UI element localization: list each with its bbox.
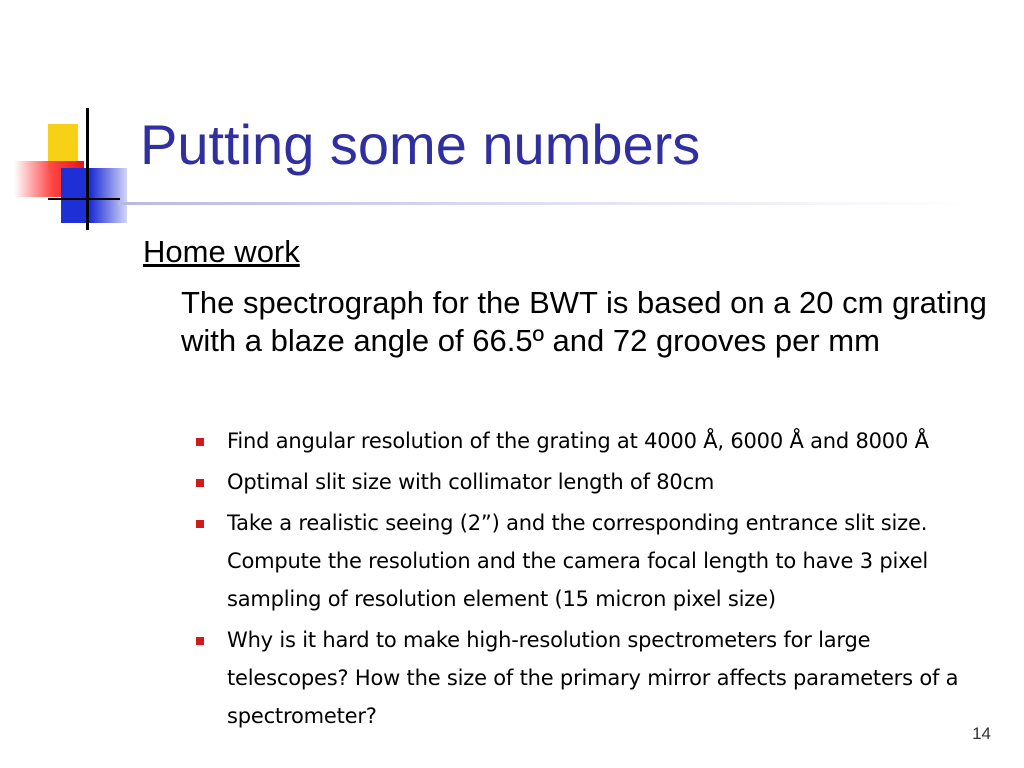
bullet-text: Take a realistic seeing (2”) and the corresponding entrance slit size. Compute the resolution and the camera focal length to have 3 pixel sampling of resolution element (15 micron pixel size) — [227, 511, 929, 611]
logo-blue-square — [61, 168, 127, 223]
list-item — [196, 422, 996, 460]
bullet-list — [196, 422, 996, 735]
bullet-text: Why is it hard to make high-resolution spectrometers for large telescopes? How the size of the primary mirror affects parameters of a spectrometer? — [227, 628, 959, 728]
bullet-text: Optimal slit size with collimator length of 80cm — [227, 470, 715, 494]
bullet-marker-icon — [196, 438, 204, 446]
intro-paragraph: The spectrograph for the BWT is based on a 20 cm grating with a blaze angle of 66.5º and 72 grooves per mm — [181, 285, 987, 358]
list-item — [196, 504, 996, 618]
logo-vertical-line — [86, 108, 89, 230]
bullet-marker-icon — [196, 520, 204, 528]
list-item — [196, 621, 996, 735]
title-underline-rule — [118, 202, 968, 205]
bullet-marker-icon — [196, 479, 204, 487]
subheading: Home work — [143, 234, 300, 269]
list-item — [196, 463, 996, 501]
slide-title: Putting some numbers — [140, 113, 701, 176]
bullet-text: Find angular resolution of the grating at 4000 Å, 6000 Å and 8000 Å — [227, 429, 929, 453]
page-number: 14 — [972, 724, 991, 743]
bullet-marker-icon — [196, 637, 204, 645]
logo-horizontal-line — [48, 198, 120, 200]
